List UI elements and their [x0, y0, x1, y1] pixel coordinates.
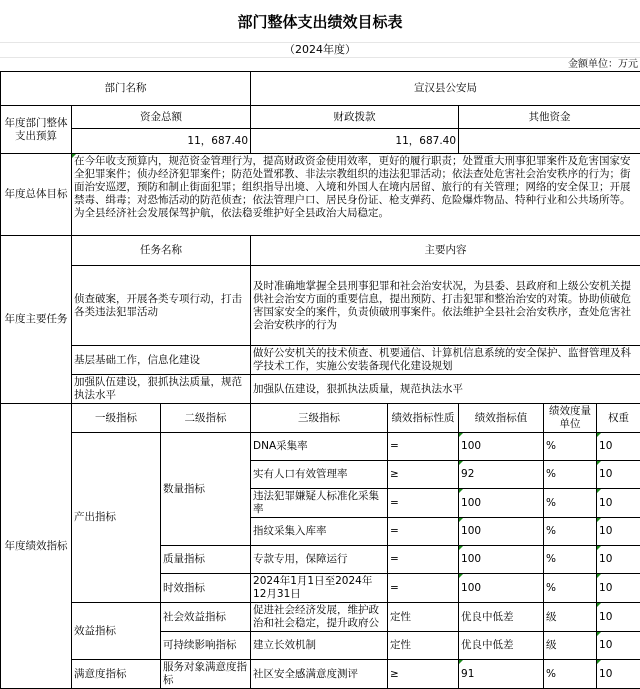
- indicator-weight: 10: [597, 461, 640, 489]
- indicator-nature: =: [388, 433, 459, 461]
- budget-col-fiscal: 财政拨款: [251, 106, 459, 129]
- budget-fiscal-value: 11，687.40: [251, 129, 459, 154]
- level1-indicator: 产出指标: [72, 433, 161, 603]
- table-row: [1, 375, 640, 404]
- budget-col-total: 资金总额: [72, 106, 251, 129]
- indicators-header: 一级指标: [72, 404, 161, 433]
- indicator-nature: 定性: [388, 632, 459, 660]
- indicators-header: 绩效度量单位: [544, 404, 597, 433]
- indicator-nature: ≥: [388, 660, 459, 689]
- indicator-value: 100: [459, 518, 544, 546]
- indicator-nature: 定性: [388, 603, 459, 632]
- indicator-unit: 级: [544, 632, 597, 660]
- level2-indicator: 时效指标: [161, 574, 251, 603]
- task-name: 侦查破案，开展各类专项行动，打击各类违法犯罪活动: [72, 266, 251, 346]
- table-row: [1, 266, 640, 346]
- indicators-header: 三级指标: [251, 404, 388, 433]
- indicator-weight: 10: [597, 574, 640, 603]
- indicator-value: 100: [459, 574, 544, 603]
- indicator-unit: %: [544, 518, 597, 546]
- table-row: [1, 603, 640, 632]
- indicator-nature: =: [388, 546, 459, 574]
- indicator-value: 100: [459, 489, 544, 518]
- budget-label: 年度部门整体支出预算: [1, 106, 72, 154]
- task-content: 加强队伍建设，狠抓执法质量，规范执法水平: [251, 375, 640, 404]
- indicator-weight: 10: [597, 489, 640, 518]
- level2-indicator: 数量指标: [161, 433, 251, 546]
- level2-indicator: 可持续影响指标: [161, 632, 251, 660]
- level1-indicator: 满意度指标: [72, 660, 161, 689]
- indicator-value: 92: [459, 461, 544, 489]
- task-content: 及时准确地掌握全县刑事犯罪和社会治安状况，为县委、县政府和上级公安机关提供社会治安方面的重要信息，提出预防、打击犯罪和整治治安的对策。协助侦破危害国家安全的案件，负责侦破刑事案件。依法维护全县社会治安秩序，查处危害社会治安秩序的行为: [251, 266, 640, 346]
- indicator-unit: %: [544, 660, 597, 689]
- indicators-header: 二级指标: [161, 404, 251, 433]
- indicators-header: 绩效指标性质: [388, 404, 459, 433]
- overall-goal-label: 年度总体目标: [1, 154, 72, 236]
- indicator-unit: %: [544, 461, 597, 489]
- level3-indicator: 专款专用，保障运行: [251, 546, 388, 574]
- level3-indicator: 促进社会经济发展，维护政治和社会稳定，提升政府公: [251, 603, 388, 632]
- indicator-unit: 级: [544, 603, 597, 632]
- indicator-value: 优良中低差: [459, 632, 544, 660]
- indicator-nature: =: [388, 518, 459, 546]
- dept-name-label: 部门名称: [1, 72, 251, 106]
- indicator-unit: %: [544, 546, 597, 574]
- table-row: [1, 433, 640, 461]
- indicators-header: 权重: [597, 404, 640, 433]
- indicator-value: 优良中低差: [459, 603, 544, 632]
- budget-total-value: 11，687.40: [72, 129, 251, 154]
- level2-indicator: 社会效益指标: [161, 603, 251, 632]
- level3-indicator: 指纹采集入库率: [251, 518, 388, 546]
- table-row: [1, 346, 640, 375]
- indicator-weight: 10: [597, 433, 640, 461]
- level3-indicator: DNA采集率: [251, 433, 388, 461]
- indicator-weight: 10: [597, 632, 640, 660]
- indicator-weight: 10: [597, 546, 640, 574]
- indicator-unit: %: [544, 489, 597, 518]
- indicator-nature: =: [388, 489, 459, 518]
- tasks-header-content: 主要内容: [251, 236, 640, 266]
- year-label: （2024年度）: [0, 43, 640, 58]
- indicator-weight: 10: [597, 518, 640, 546]
- indicator-weight: 10: [597, 660, 640, 689]
- indicators-label: 年度绩效指标: [1, 404, 72, 689]
- task-name: 基层基础工作，信息化建设: [72, 346, 251, 375]
- level3-indicator: 社区安全感满意度测评: [251, 660, 388, 689]
- indicators-header: 绩效指标值: [459, 404, 544, 433]
- level3-indicator: 违法犯罪嫌疑人标准化采集率: [251, 489, 388, 518]
- indicator-nature: =: [388, 574, 459, 603]
- level3-indicator: 2024年1月1日至2024年12月31日: [251, 574, 388, 603]
- tasks-label: 年度主要任务: [1, 236, 72, 404]
- amount-unit: 金额单位：万元: [568, 59, 638, 71]
- indicator-unit: %: [544, 574, 597, 603]
- level2-indicator: 质量指标: [161, 546, 251, 574]
- task-content: 做好公安机关的技术侦查、机要通信、计算机信息系统的安全保护、监督管理及科学技术工作，实施公安装备现代化建设规划: [251, 346, 640, 375]
- indicator-nature: ≥: [388, 461, 459, 489]
- page-title: 部门整体支出绩效目标表: [0, 0, 640, 43]
- overall-goal-text: 在今年收支预算内，规范资金管理行为，提高财政资金使用效率，更好的履行职责；处置重大刑事犯罪案件及危害国家安全犯罪案件；侦办经济犯罪案件；防范处置邪教、非法宗教组织的违法犯罪活动；依法查处危害社会治安秩序的行为；街面治安巡逻，预防和制止街面犯罪；组织指导出境、入境和外国人在境内居留、旅行的有关管理；网络的安全保卫；开展禁毒、缉毒；对恐怖活动的防范侦查；依法管理户口、居民身份证、枪支弹药、危险爆炸物品、特种行业和公共场所等。为全县经济社会发展保驾护航，依法稳妥维护好全县政治大局稳定。: [72, 154, 640, 236]
- indicator-value: 100: [459, 433, 544, 461]
- performance-table: [0, 71, 640, 689]
- indicator-weight: 10: [597, 603, 640, 632]
- dept-name-value: 宣汉县公安局: [251, 72, 640, 106]
- indicator-value: 91: [459, 660, 544, 689]
- indicator-unit: %: [544, 433, 597, 461]
- level3-indicator: 实有人口有效管理率: [251, 461, 388, 489]
- level2-indicator: 服务对象满意度指标: [161, 660, 251, 689]
- tasks-header-name: 任务名称: [72, 236, 251, 266]
- indicator-value: 100: [459, 546, 544, 574]
- budget-other-value: [459, 129, 640, 154]
- level3-indicator: 建立长效机制: [251, 632, 388, 660]
- level1-indicator: 效益指标: [72, 603, 161, 660]
- task-name: 加强队伍建设，狠抓执法质量，规范执法水平: [72, 375, 251, 404]
- table-row: [1, 660, 640, 689]
- budget-col-other: 其他资金: [459, 106, 640, 129]
